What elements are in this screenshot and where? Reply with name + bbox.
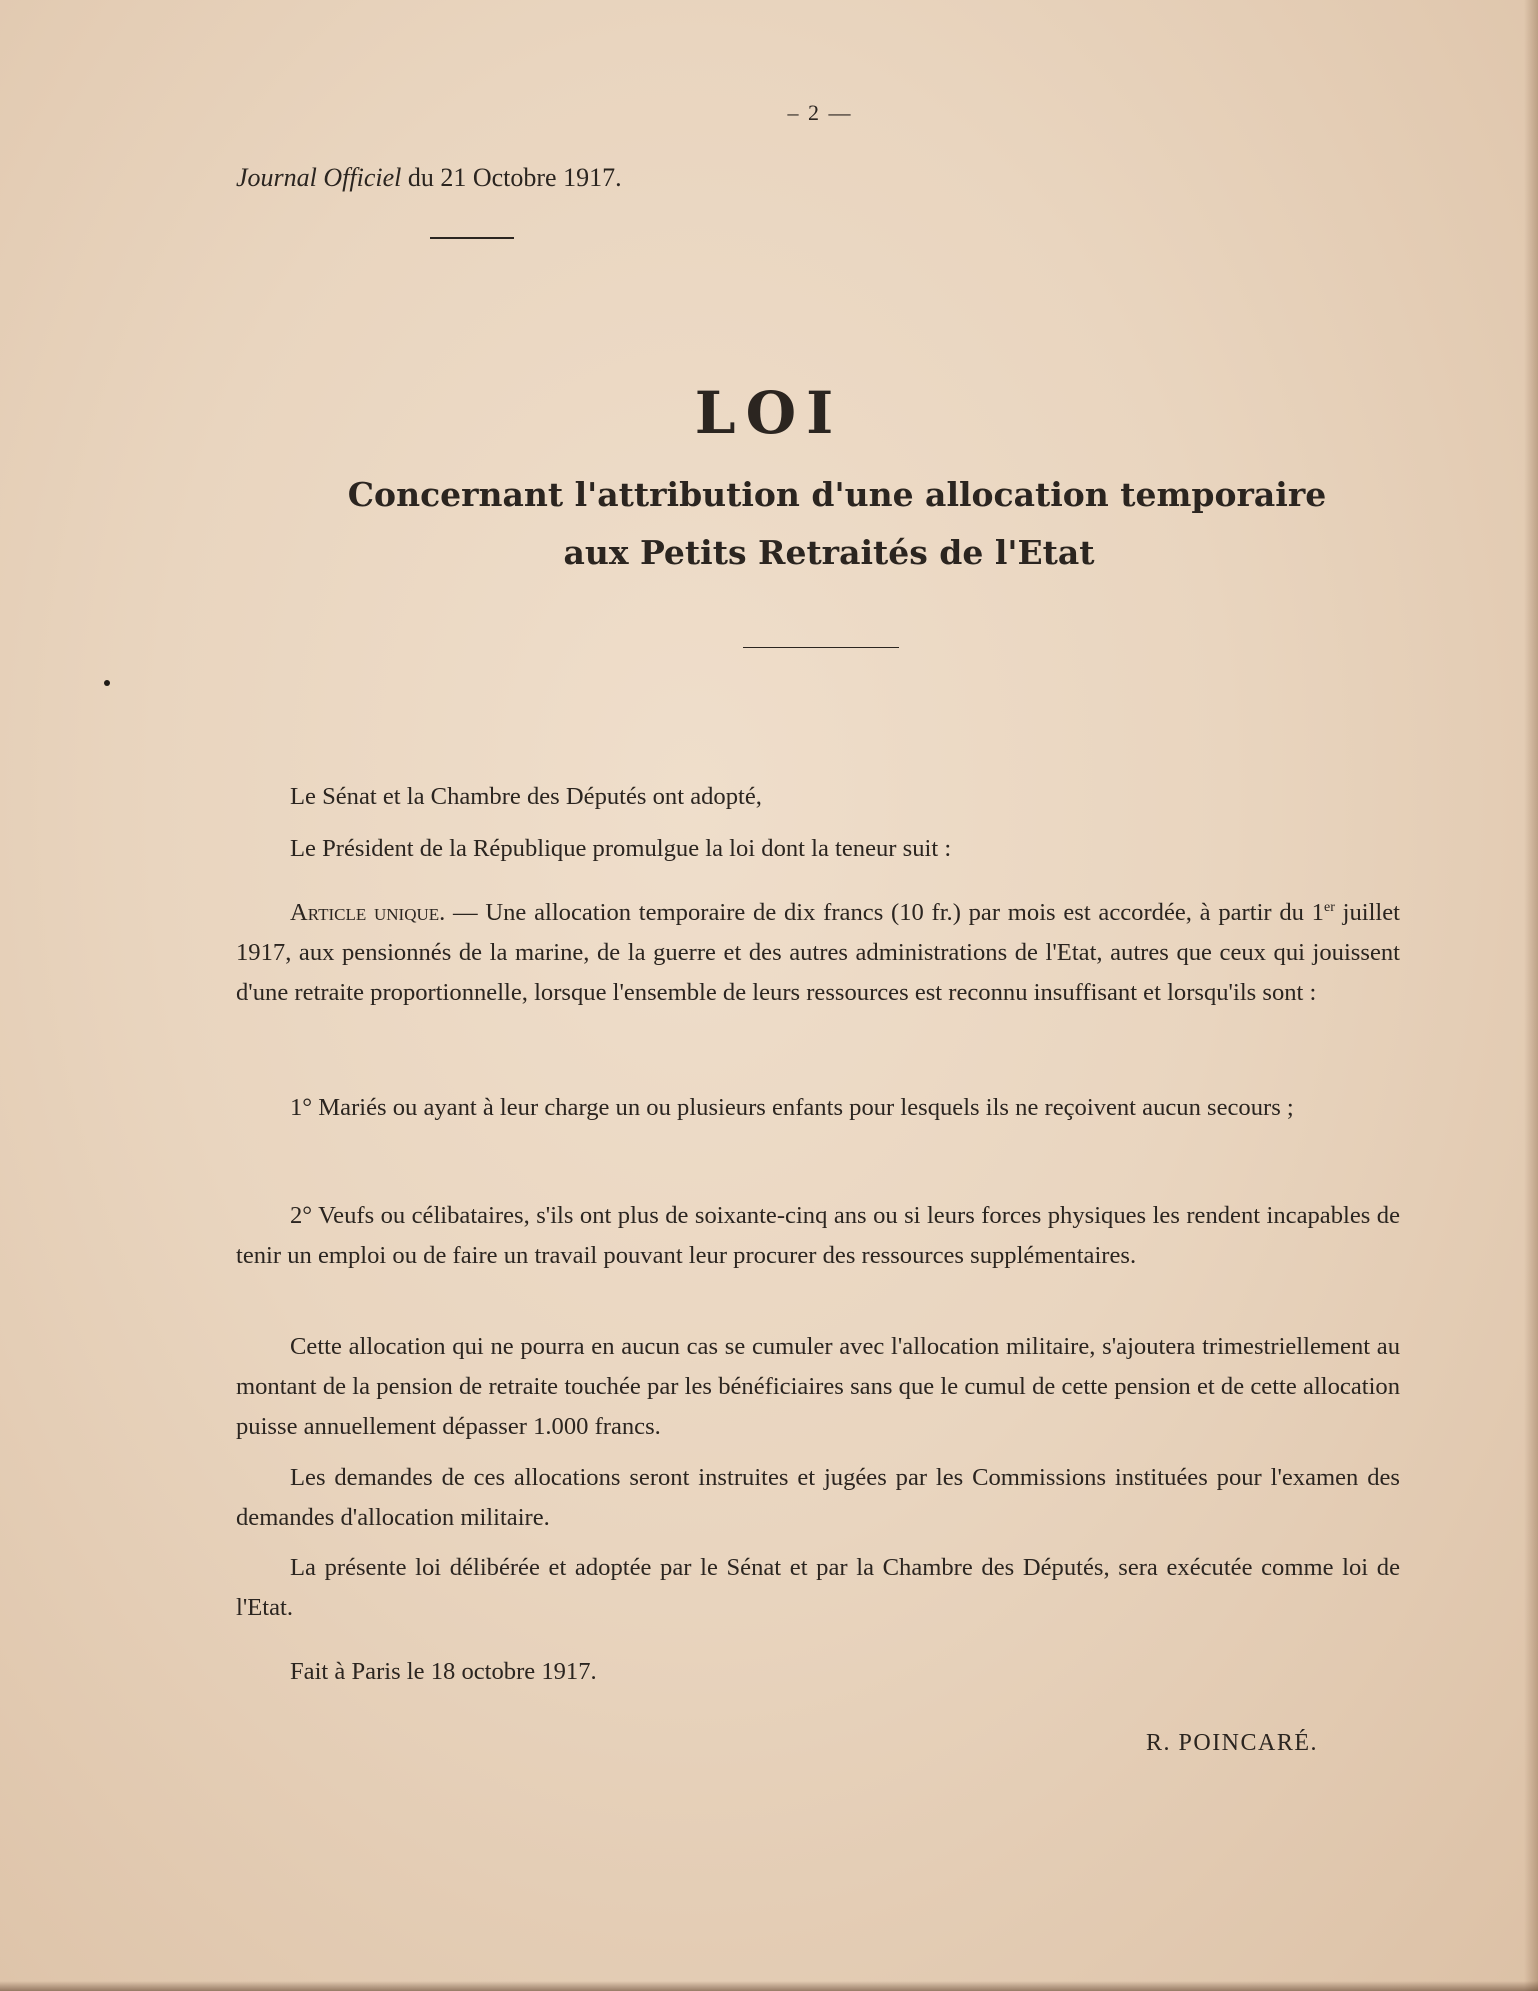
journal-reference [236,163,622,193]
condition-2: 2° Veufs ou célibataires, s'ils ont plus de soixante-cinq ans ou si leurs forces physiques les rendent incapables de tenir un emploi ou de faire un travail pouvant leur procurer des ressources supplémentaires. [236,1202,1400,1269]
page-bottom-edge [0,1981,1538,1991]
article-text-start: — Une allocation temporaire de dix francs (10 fr.) par mois est accordée, à partir du 1 [445,899,1324,926]
paragraph-cumul: Cette allocation qui ne pourra en aucun cas se cumuler avec l'allocation militaire, s'ajoutera trimestriellement au montant de la pension de retraite touchée par les bénéficiaires sans que le cumul de cette pension et de cette allocation puisse annuellement dépasser 1.000 francs. [236,1333,1400,1440]
header-rule [430,237,514,239]
preamble-president: Le Président de la République promulgue la loi dont la teneur suit : [290,835,952,862]
date-line: Fait à Paris le 18 octobre 1917. [290,1658,597,1685]
article-unique [236,893,1400,1013]
condition-1: 1° Mariés ou ayant à leur charge un ou plusieurs enfants pour lesquels ils ne reçoivent aucun secours ; [290,1094,1294,1121]
preamble-senate: Le Sénat et la Chambre des Députés ont adopté, [290,783,762,810]
article-superscript: er [1323,900,1335,915]
article-label: Article unique. [290,899,446,926]
signature: R. POINCARÉ. [1146,1730,1319,1756]
article-text-end: juillet 1917, aux pensionnés de la marine, de la guerre et des autres administrations de l'Etat, autres que ceux qui jouissent d'une retraite proportionnelle, lorsque l'ensemble de leurs ressources est reconnu insuffisant et lorsqu'ils sont : [236,899,1400,1006]
law-subtitle-line-1: Concernant l'attribution d'une allocation temporaire [347,475,1327,514]
paragraph-demandes: Les demandes de ces allocations seront instruites et jugées par les Commissions instituées pour l'examen des demandes d'allocation militaire. [236,1464,1400,1531]
paragraph-execution: La présente loi délibérée et adoptée par le Sénat et par la Chambre des Députés, sera exécutée comme loi de l'Etat. [236,1554,1400,1621]
page-number: – 2 — [787,100,853,125]
ink-speck [104,680,110,686]
journal-date: du 21 Octobre 1917. [407,163,622,192]
title-rule [743,647,899,648]
law-title: LOI [694,379,844,447]
journal-title: Journal Officiel [236,163,402,192]
law-subtitle-line-2: aux Petits Retraités de l'Etat [563,533,1095,572]
page-edge-shadow [1524,0,1538,1991]
